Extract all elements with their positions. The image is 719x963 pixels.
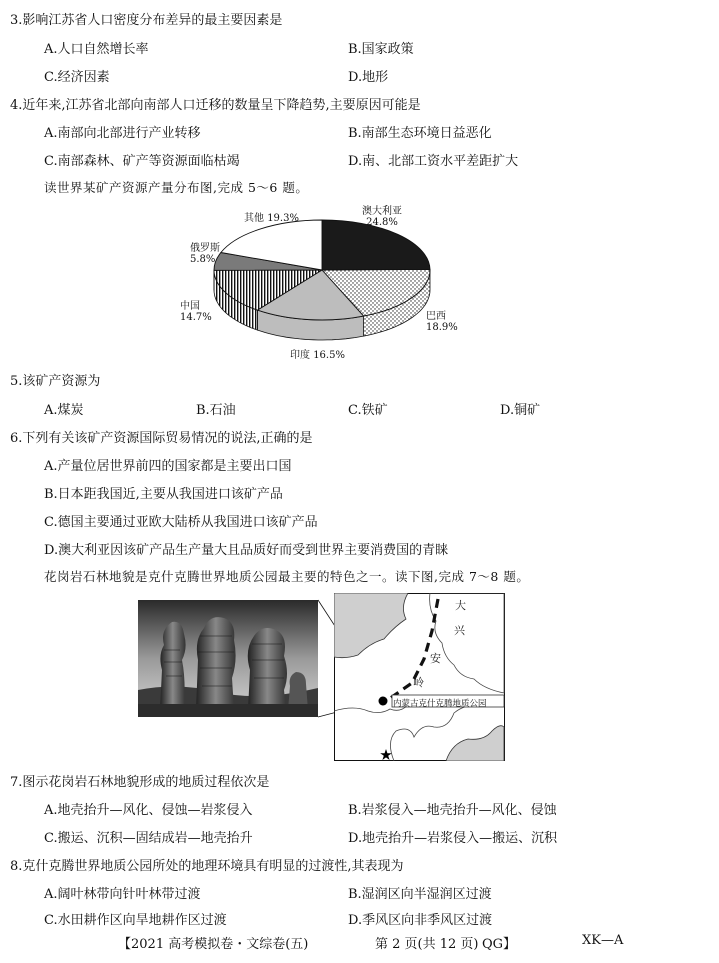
granite-stone-forest-photo	[138, 600, 318, 717]
q8-option-c: C.水田耕作区向旱地耕作区过渡	[44, 913, 227, 928]
footer-code: QG】	[482, 937, 517, 952]
q5-option-c: C.铁矿	[348, 403, 388, 418]
pie-label-brazil: 巴西 18.9%	[426, 311, 458, 333]
map-label-da: 大	[455, 599, 466, 612]
pie-label-india: 印度 16.5%	[290, 350, 345, 361]
q4-option-b: B.南部生态环境日益恶化	[348, 126, 492, 141]
pie-label-russia: 俄罗斯 5.8%	[190, 243, 220, 265]
pie-intro-text: 读世界某矿产资源产量分布图,完成 5～6 题。	[44, 180, 309, 195]
q7-option-c: C.搬运、沉积—固结成岩—地壳抬升	[44, 831, 253, 846]
pie-label-australia: 澳大利亚 24.8%	[362, 206, 402, 228]
q3-option-a: A.人口自然增长率	[44, 42, 149, 57]
q6-option-c: C.德国主要通过亚欧大陆桥从我国进口该矿产品	[44, 515, 318, 530]
question-6-stem: 6.下列有关该矿产资源国际贸易情况的说法,正确的是	[10, 431, 313, 446]
q6-option-b: B.日本距我国近,主要从我国进口该矿产品	[44, 487, 283, 502]
map-label-an: 安	[430, 652, 441, 665]
q7-option-a: A.地壳抬升—风化、侵蚀—岩浆侵入	[44, 803, 253, 818]
q5-option-a: A.煤炭	[44, 403, 84, 418]
q3-option-b: B.国家政策	[348, 42, 414, 57]
question-7-stem: 7.图示花岗岩石林地貌形成的地质过程依次是	[10, 775, 270, 790]
question-5-stem: 5.该矿产资源为	[10, 374, 101, 389]
footer-exam-title: 【2021 高考模拟卷・文综卷(五)	[118, 937, 309, 952]
q4-option-d: D.南、北部工资水平差距扩大	[348, 154, 519, 169]
q8-option-d: D.季风区向非季风区过渡	[348, 913, 493, 928]
question-4-stem: 4.近年来,江苏省北部向南部人口迁移的数量呈下降趋势,主要原因可能是	[10, 98, 421, 113]
q5-option-b: B.石油	[196, 403, 236, 418]
pie-label-china: 中国 14.7%	[180, 301, 212, 323]
q6-option-d: D.澳大利亚因该矿产品生产量大且品质好而受到世界主要消费国的青睐	[44, 543, 449, 558]
question-3-stem: 3.影响江苏省人口密度分布差异的最主要因素是	[10, 13, 283, 28]
map-label-xing: 兴	[454, 624, 465, 637]
footer-series: XK—A	[582, 933, 624, 948]
q3-option-d: D.地形	[348, 70, 389, 85]
granite-intro-text: 花岗岩石林地貌是克什克腾世界地质公园最主要的特色之一。读下图,完成 7～8 题。	[44, 569, 530, 584]
footer-page-number: 第 2 页(共 12 页)	[375, 937, 479, 952]
q8-option-b: B.湿润区向半湿润区过渡	[348, 887, 492, 902]
q4-option-a: A.南部向北部进行产业转移	[44, 126, 201, 141]
q7-option-b: B.岩浆侵入—地壳抬升—风化、侵蚀	[348, 803, 557, 818]
pie-chart	[0, 198, 719, 363]
question-8-stem: 8.克什克腾世界地质公园所处的地理环境具有明显的过渡性,其表现为	[10, 859, 404, 874]
q7-option-d: D.地壳抬升—岩浆侵入—搬运、沉积	[348, 831, 558, 846]
map-label-ling: 岭	[413, 676, 424, 689]
q3-option-c: C.经济因素	[44, 70, 110, 85]
geopark-label: 内蒙古克什克腾地质公园	[393, 699, 487, 709]
q4-option-c: C.南部森林、矿产等资源面临枯竭	[44, 154, 240, 169]
q8-option-a: A.阔叶林带向针叶林带过渡	[44, 887, 201, 902]
q6-option-a: A.产量位居世界前四的国家都是主要出口国	[44, 459, 292, 474]
q5-option-d: D.铜矿	[500, 403, 541, 418]
pie-label-other: 其他 19.3%	[244, 213, 299, 224]
